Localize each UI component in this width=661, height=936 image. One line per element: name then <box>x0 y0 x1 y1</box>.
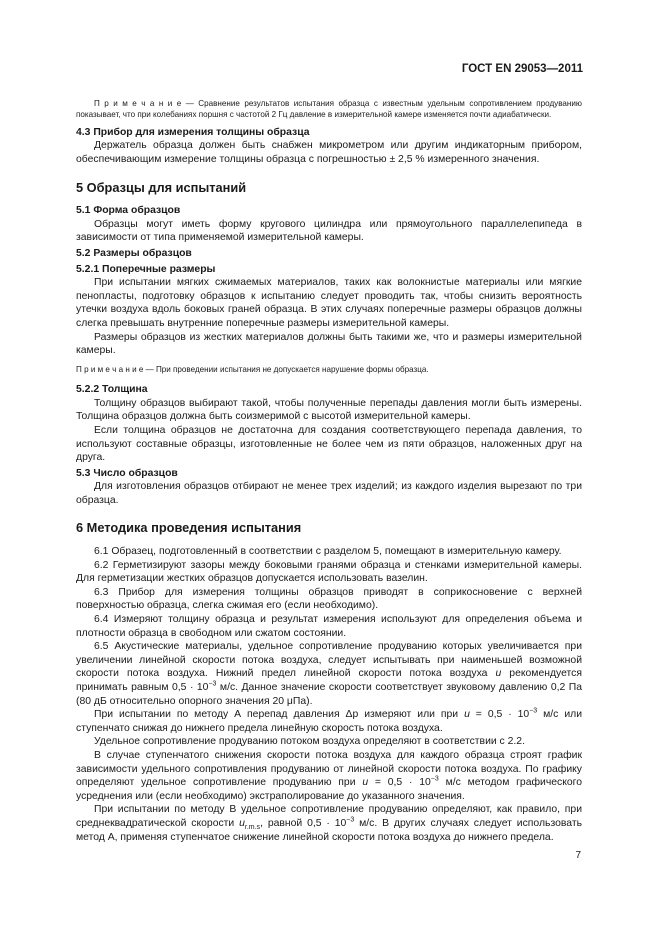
subscript-rms: r.m.s <box>244 824 261 832</box>
text-run: рекомендуется принимать равным 0,5 · 10 <box>76 668 582 693</box>
paragraph-5-3: Для изготовления образцов отбирают не менее трех изделий; из каждого изделия вырезают по три образца. <box>76 481 582 506</box>
exponent: −3 <box>208 680 217 688</box>
text-run: м/с или ступенчато снижая до нижнего предела линейную скорость потока воздуха. <box>76 709 582 734</box>
paragraph-5-2-1a: При испытании мягких сжимаемых материалов, таких как волокнистые материалы или мягкие пенопласты, подготовку образцов к испытанию следует проводить так, чтобы снизить вероятность утечки воздуха вдоль боковых граней образца. В этих случаях поперечные размеры образцов должны слегка превышать внутренние поперечные размеры измерительной камеры. <box>76 277 582 329</box>
variable-u: u <box>495 668 502 680</box>
note-label-2: П р и м е ч а н и е — <box>76 364 156 374</box>
text-run: м/с. В других случаях следует использовать метод А, применяя ступенчатое снижение линейной скорости потока воздуха до нижнего предела. <box>76 817 582 843</box>
text-run: = 0,5 · 10 <box>368 777 431 789</box>
paragraph-5-2-1b: Размеры образцов из жестких материалов должны быть такими же, что и размеры измерительной камеры. <box>76 331 582 357</box>
section-heading-5-3: 5.3 Число образцов <box>76 467 178 479</box>
paragraph-6-5 <box>76 640 582 708</box>
section-heading-5-2-2: 5.2.2 Толщина <box>76 384 148 396</box>
paragraph-method-b <box>76 803 582 844</box>
paragraph-5-2-2a: Толщину образцов выбирают такой, чтобы полученные перепады давления могли быть измерены. Толщина образцов должна быть соизмеримой с высотой измерительной камеры. <box>76 397 582 423</box>
standard-header: ГОСТ EN 29053—2011 <box>461 63 583 75</box>
text-run: При испытании по методу В удельное сопротивление продуванию определяют, как правило, при среднеквадратической скорости <box>76 804 582 829</box>
section-heading-6: 6 Методика проведения испытания <box>76 520 302 536</box>
exponent: −3 <box>346 816 355 824</box>
paragraph-specific-resistance: Удельное сопротивление продуванию потоком воздуха определяют в соответствии с 2.2. <box>94 736 525 748</box>
variable-u: u <box>239 817 245 829</box>
paragraph-6-3: 6.3 Прибор для измерения толщины образцов приводят в соприкосновение с верхней поверхностью образца, слегка сжимая его (если необходимо). <box>76 586 582 612</box>
paragraph-4-3: Держатель образца должен быть снабжен микрометром или другим индикаторным прибором, обеспечивающим измерение толщины образца с погрешностью ± 2,5 % измеренного значения. <box>76 140 582 165</box>
section-heading-4-3: 4.3 Прибор для измерения толщины образца <box>76 126 310 138</box>
paragraph-6-1: 6.1 Образец, подготовленный в соответствии с разделом 5, помещают в измерительную камеру. <box>94 546 562 558</box>
paragraph-5-2-2b: Если толщина образцов не достаточна для создания соответствующего перепада давления, то используют составные образцы, изготовленные не более чем из пяти образцов, наложенных друг на друга. <box>76 424 582 464</box>
exponent: −3 <box>430 775 439 783</box>
paragraph-stepwise <box>76 749 582 803</box>
text-run: В случае ступенчатого снижения скорости потока воздуха для каждого образца строят график зависимости удельного сопротивления продуванию от линейной скорости потока воздуха. По графику определяют удельное сопротивление продуванию при <box>76 749 582 789</box>
text-run: м/с методом графического усреднения или (если необходимо) экстраполирование до указанного значения. <box>76 777 583 802</box>
note-paragraph-2 <box>76 364 582 375</box>
text-run: = 0,5 · 10 <box>469 709 530 721</box>
text-run: При испытании по методу А перепад давления Δp измеряют или при <box>94 709 465 721</box>
note-paragraph <box>76 98 582 121</box>
note-text: Сравнение результатов испытания образца с известным удельным сопротивлением продуванию показывает, что при колебаниях поршня с частотой 2 Гц давление в измерительной камере изменяется почти адиабатически. <box>76 99 582 120</box>
section-heading-5-2-1: 5.2.1 Поперечные размеры <box>76 263 216 275</box>
page-body <box>76 98 582 844</box>
note-label: П р и м е ч а н и е — <box>94 99 199 108</box>
section-heading-5: 5 Образцы для испытаний <box>76 179 247 195</box>
paragraph-5-1: Образцы могут иметь форму кругового цилиндра или прямоугольного параллелепипеда в зависимости от типа применяемой измерительной камеры. <box>76 218 582 244</box>
variable-u: u <box>362 777 369 789</box>
variable-u: u <box>464 709 470 721</box>
paragraph-6-4: 6.4 Измеряют толщину образца и результат измерения используют для определения объема и плотности образца в свободном или сжатом состоянии. <box>76 614 582 639</box>
text-run: , равной 0,5 · 10 <box>260 817 347 829</box>
paragraph-method-a <box>76 708 582 735</box>
page-number: 7 <box>575 850 581 861</box>
section-heading-5-1: 5.1 Форма образцов <box>76 205 181 217</box>
text-run: м/с. Данное значение скорости соответствует звуковому давлению 0,2 Па (80 дБ относительно опорного значения 20 μПа). <box>76 682 582 707</box>
exponent: −3 <box>529 707 538 715</box>
note-text-2: При проведении испытания не допускается нарушение формы образца. <box>155 364 429 374</box>
text-run: 6.5 Акустические материалы, удельное сопротивление продуванию которых увеличивается при увеличении линейной скорости потока воздуха, следует испытывать при наименьшей возможной скорости потока воздуха. Нижний предел линейной скорости потока воздуха <box>76 641 582 680</box>
section-heading-5-2: 5.2 Размеры образцов <box>76 247 192 259</box>
paragraph-6-2: 6.2 Герметизируют зазоры между боковыми гранями образца и стенками измерительной камеры. Для герметизации жестких образцов допускается использовать вазелин. <box>76 559 582 585</box>
